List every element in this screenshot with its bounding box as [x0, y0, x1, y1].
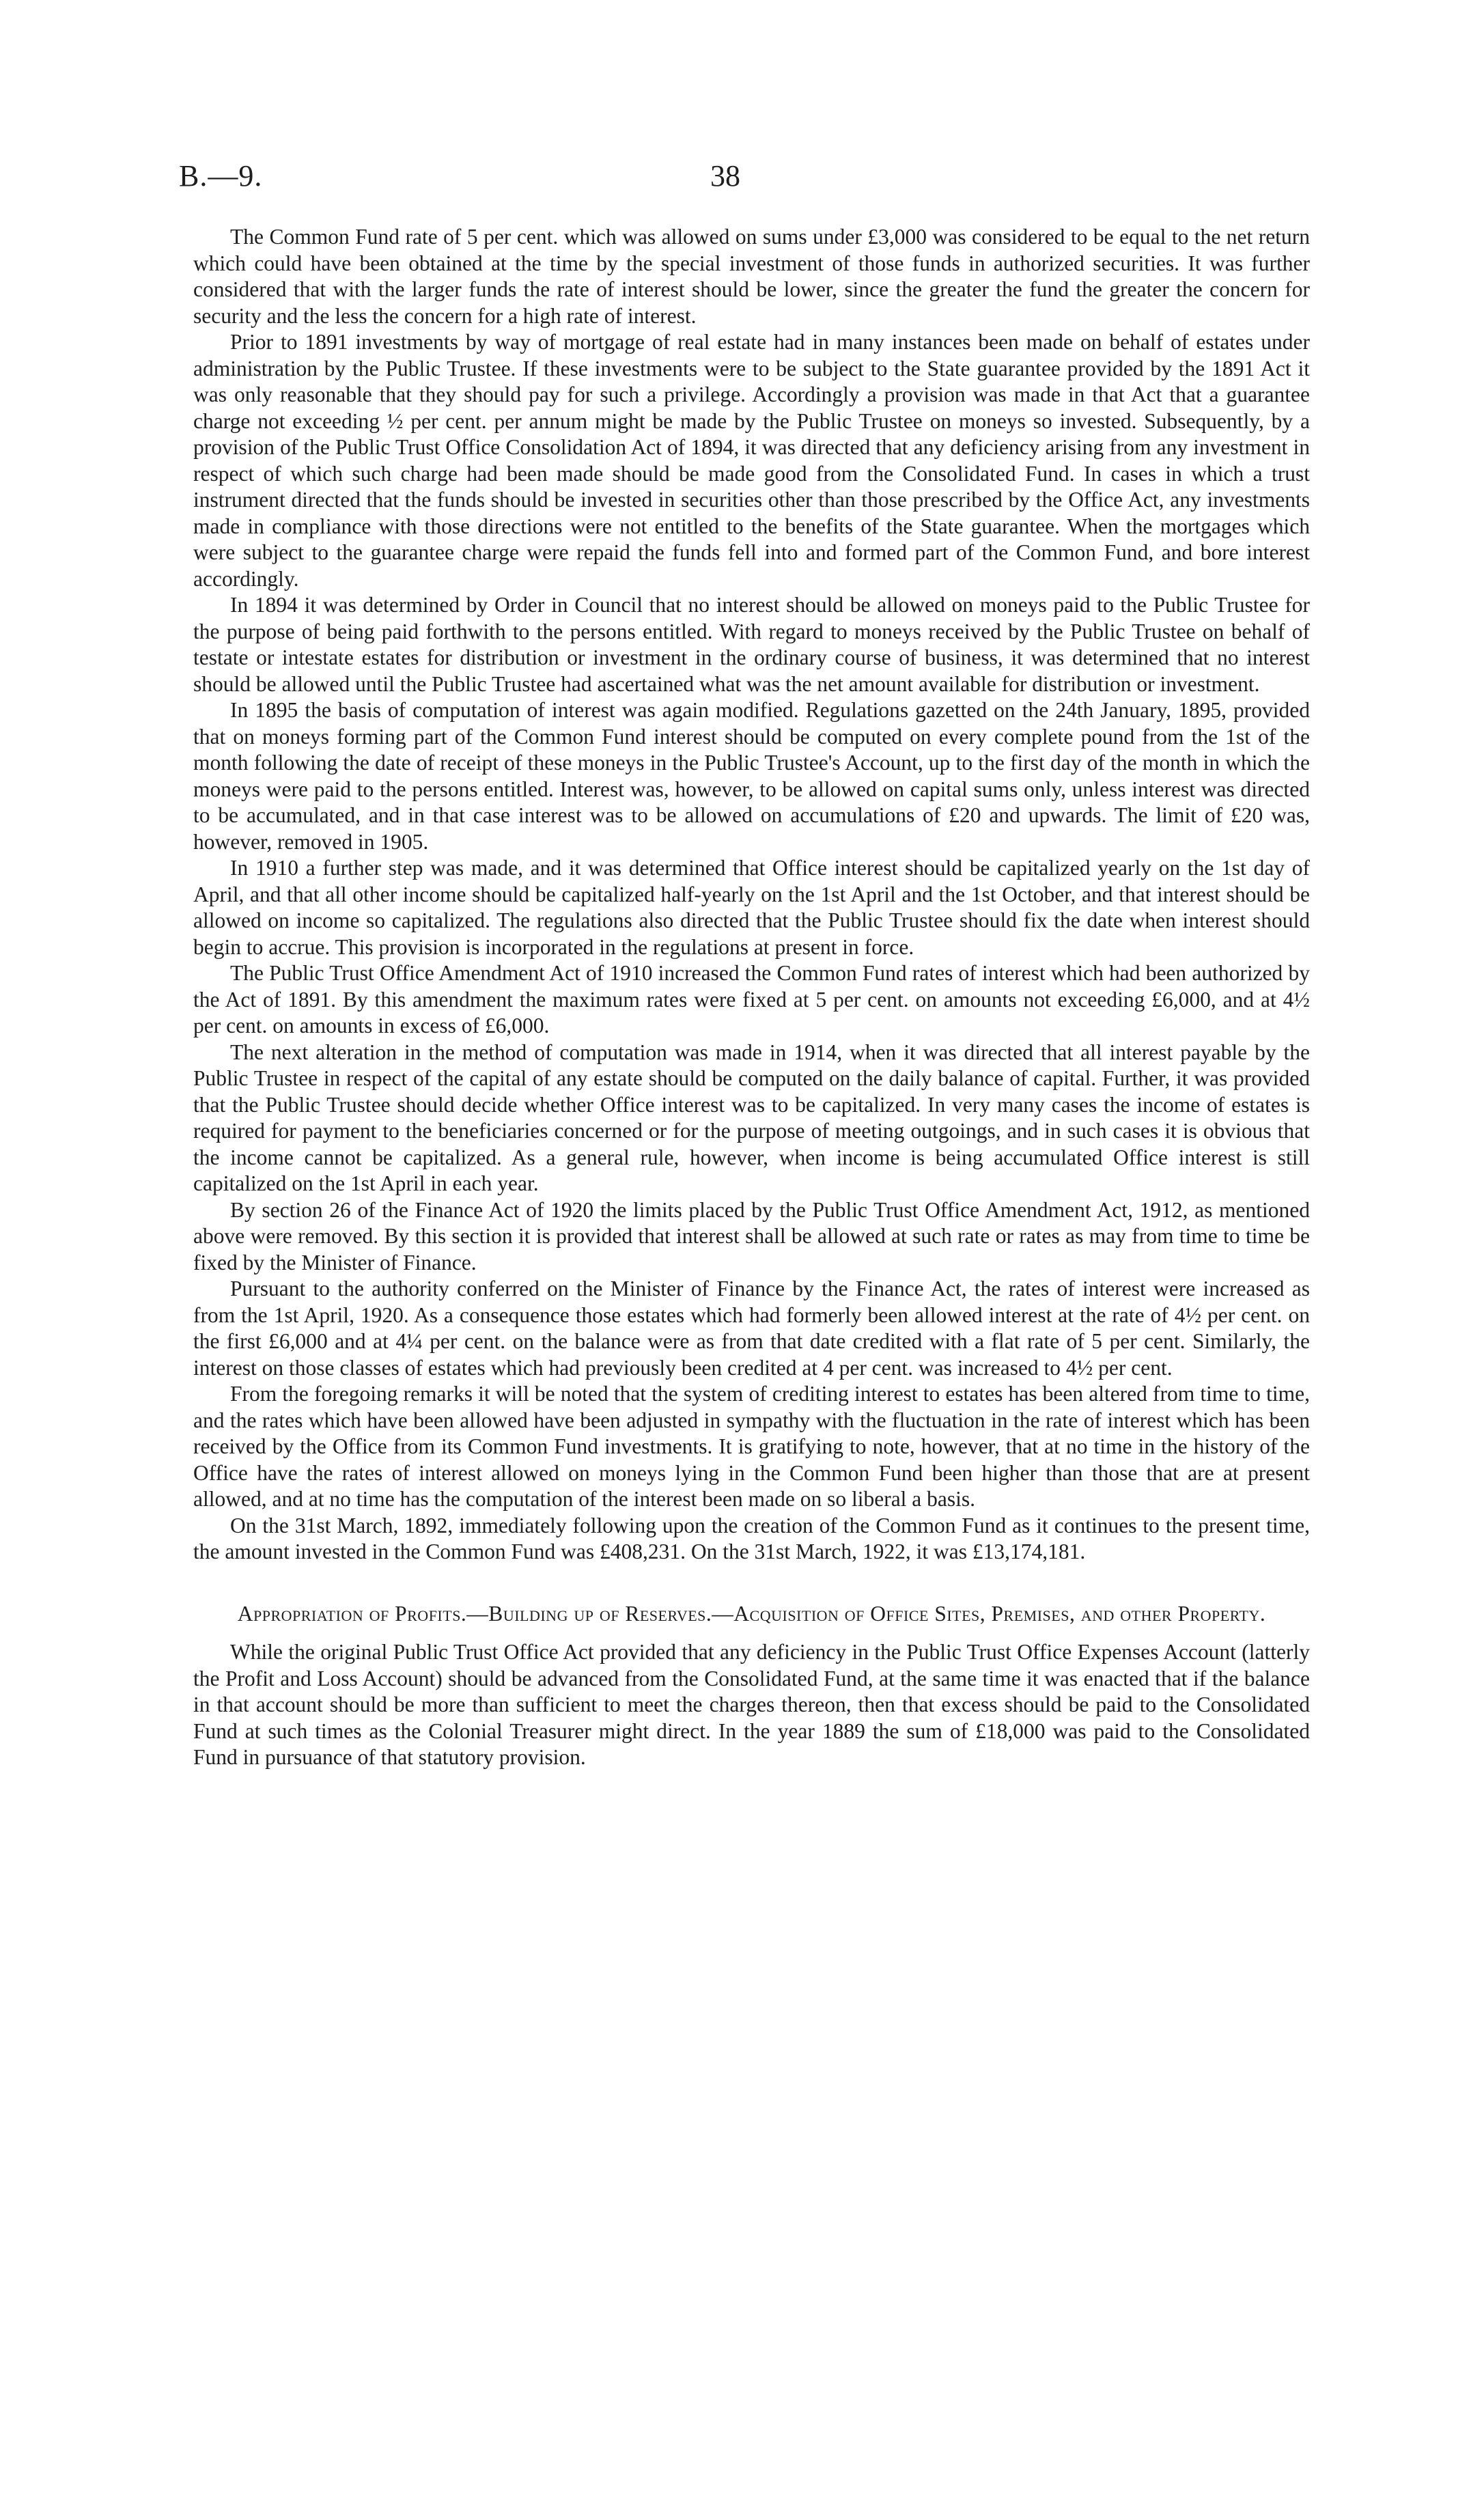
paragraph: Pursuant to the authority conferred on the Minister of Finance by the Finance Act, the rates of interest were increased as from the 1st April, 1920. As a consequence those estates which had formerly been allowed interest at the rate of 4½ per cent. on the first £6,000 and at 4¼ per cent. on the balance were as from that date credited with a flat rate of 5 per cent. Similarly, the interest on those classes of estates which had previously been credited at 4 per cent. was increased to 4½ per cent.	[193, 1277, 1310, 1380]
page-number: 38	[710, 159, 740, 193]
paragraph: The Public Trust Office Amendment Act of 1910 increased the Common Fund rates of interest which had been authorized by the Act of 1891. By this amendment the maximum rates were fixed at 5 per cent. on amounts not exceeding £6,000, and at 4½ per cent. on amounts in excess of £6,000.	[193, 961, 1310, 1037]
section-heading: Appropriation of Profits.—Building up of Reserves.—Acquisition of Office Sites, Premises, and other Property.	[237, 1601, 1266, 1626]
paragraph: In 1910 a further step was made, and it was determined that Office interest should be capitalized yearly on the 1st day of April, and that all other income should be capitalized half-yearly on the 1st April and the 1st October, and that interest should be allowed on income so capitalized. The regulations also directed that the Public Trustee should fix the date when interest should begin to accrue. This provision is incorporated in the regulations at present in force.	[193, 856, 1310, 959]
paragraph: While the original Public Trust Office Act provided that any deficiency in the Public Trust Office Expenses Account (latterly the Profit and Loss Account) should be advanced from the Consolidated Fund, at the same time it was enacted that if the balance in that account should be more than sufficient to meet the charges thereon, then that excess should be paid to the Consolidated Fund at such times as the Colonial Treasurer might direct. In the year 1889 the sum of £18,000 was paid to the Consolidated Fund in pursuance of that statutory provision.	[193, 1640, 1310, 1769]
document-reference: B.—9.	[179, 159, 263, 193]
document-body	[193, 224, 1310, 1771]
paragraph: In 1895 the basis of computation of interest was again modified. Regulations gazetted on the 24th January, 1895, provided that on moneys forming part of the Common Fund interest should be computed on every complete pound from the 1st of the month following the date of receipt of these moneys in the Public Trustee's Account, up to the first day of the month in which the moneys were paid to the persons entitled. Interest was, however, to be allowed on capital sums only, unless interest was directed to be accumulated, and in that case interest was to be allowed on accumulations of £20 and upwards. The limit of £20 was, however, removed in 1905.	[193, 698, 1310, 854]
paragraph: The Common Fund rate of 5 per cent. which was allowed on sums under £3,000 was considered to be equal to the net return which could have been obtained at the time by the special investment of those funds in authorized securities. It was further considered that with the larger funds the rate of interest should be lower, since the greater the fund the greater the concern for security and the less the concern for a high rate of interest.	[193, 225, 1310, 328]
paragraph: By section 26 of the Finance Act of 1920 the limits placed by the Public Trust Office Amendment Act, 1912, as mentioned above were removed. By this section it is provided that interest shall be allowed at such rate or rates as may from time to time be fixed by the Minister of Finance.	[193, 1197, 1310, 1275]
paragraph: The next alteration in the method of computation was made in 1914, when it was directed that all interest payable by the Public Trustee in respect of the capital of any estate should be computed on the daily balance of capital. Further, it was provided that the Public Trustee should decide whether Office interest was to be capitalized. In very many cases the income of estates is required for payment to the beneficiaries concerned or for the purpose of meeting outgoings, and in such cases it is obvious that the income cannot be capitalized. As a general rule, however, when income is being accumulated Office interest is still capitalized on the 1st April in each year.	[193, 1040, 1310, 1195]
paragraph: On the 31st March, 1892, immediately following upon the creation of the Common Fund as it continues to the present time, the amount invested in the Common Fund was £408,231. On the 31st March, 1922, it was £13,174,181.	[193, 1513, 1310, 1563]
paragraph: From the foregoing remarks it will be noted that the system of crediting interest to estates has been altered from time to time, and the rates which have been allowed have been adjusted in sympathy with the fluctuation in the rate of interest which has been received by the Office from its Common Fund investments. It is gratifying to note, however, that at no time in the history of the Office have the rates of interest allowed on moneys lying in the Common Fund been higher than those that are at present allowed, and at no time has the computation of the interest been made on so liberal a basis.	[193, 1382, 1310, 1511]
paragraph: In 1894 it was determined by Order in Council that no interest should be allowed on moneys paid to the Public Trustee for the purpose of being paid forthwith to the persons entitled. With regard to moneys received by the Public Trustee on behalf of testate or intestate estates for distribution or investment in the ordinary course of business, it was determined that no interest should be allowed until the Public Trustee had ascertained what was the net amount available for distribution or investment.	[193, 593, 1310, 696]
page-header	[0, 158, 1484, 199]
paragraph: Prior to 1891 investments by way of mortgage of real estate had in many instances been made on behalf of estates under administration by the Public Trustee. If these investments were to be subject to the State guarantee provided by the 1891 Act it was only reasonable that they should pay for such a privilege. Accordingly a provision was made in that Act that a guarantee charge not exceeding ½ per cent. per annum might be made by the Public Trustee on moneys so invested. Subsequently, by a provision of the Public Trust Office Consolidation Act of 1894, it was directed that any deficiency arising from any investment in respect of which such charge had been made should be made good from the Consolidated Fund. In cases in which a trust instrument directed that the funds should be invested in securities other than those prescribed by the Office Act, any investments made in compliance with those directions were not entitled to the benefits of the State guarantee. When the mortgages which were subject to the guarantee charge were repaid the funds fell into and formed part of the Common Fund, and bore interest accordingly.	[193, 330, 1310, 591]
